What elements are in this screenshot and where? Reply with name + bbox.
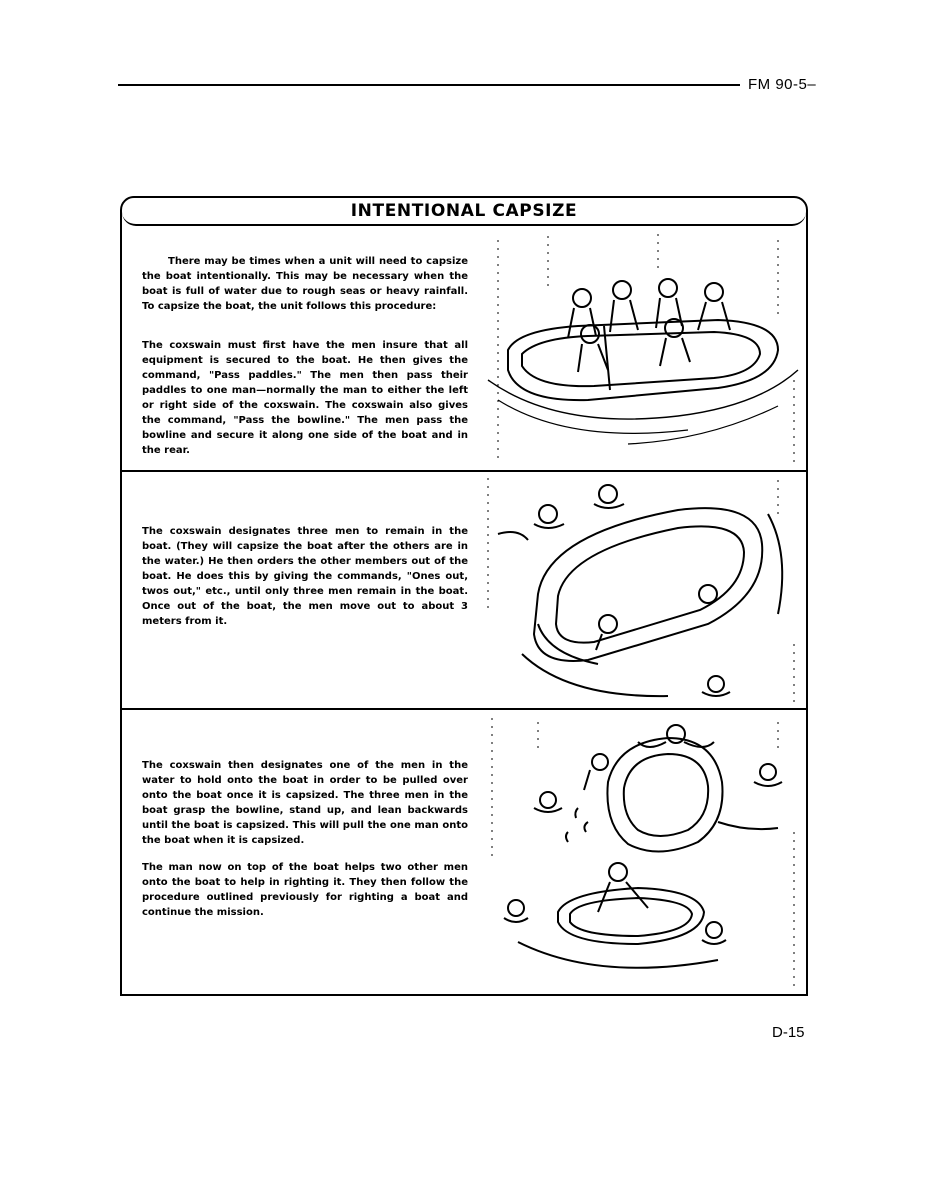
panel-title: INTENTIONAL CAPSIZE: [350, 201, 578, 221]
section-2-text: [142, 524, 468, 643]
intro-paragraph: There may be times when a unit will need to capsize the boat intentionally. This may be necessary when the boat is full of water due to rough seas or heavy rainfall. To capsize the boat, the unit follows this procedure:: [142, 256, 468, 312]
page-number: D-15: [772, 1024, 805, 1041]
capsizing-boat-illustration: [478, 712, 804, 992]
header-rule: [118, 84, 740, 86]
section-1-text: [142, 254, 468, 472]
step-1-paragraph: The coxswain must first have the men insure that all equipment is secured to the boat. He then gives the command, "Pass paddles." The men then pass their paddles to one man—normally the man to either the left or right side of the coxswain. The coxswain also gives the command, "Pass the bowline." The men pass the bowline and secure it along one side of the boat and in the rear.: [142, 340, 468, 456]
title-bar: [122, 198, 806, 226]
section-3-text: [142, 758, 468, 934]
section-divider-1: [122, 470, 806, 472]
step-2-paragraph: The coxswain designates three men to remain in the boat. (They will capsize the boat after the others are in the water.) He then orders the other members out of the boat. He does this by giving the commands, "Ones out, twos out," etc., until only three men remain in the boat. Once out of the boat, the men move out to about 3 meters from it.: [142, 526, 468, 627]
boat-paddling-illustration: [478, 230, 804, 468]
men-exiting-boat-illustration: [478, 474, 804, 706]
capsize-panel: [120, 196, 808, 996]
manual-id: FM 90-5–: [748, 76, 817, 93]
section-divider-2: [122, 708, 806, 710]
step-3-paragraph: The coxswain then designates one of the men in the water to hold onto the boat in order to be pulled over onto the boat once it is capsized. The three men in the boat grasp the bowline, stand up, and lean backwards until the boat is capsized. This will pull the one man onto the boat when it is capsized.: [142, 760, 468, 846]
step-4-paragraph: The man now on top of the boat helps two other men onto the boat to help in righting it. They then follow the procedure outlined previously for righting a boat and continue the mission.: [142, 862, 468, 918]
